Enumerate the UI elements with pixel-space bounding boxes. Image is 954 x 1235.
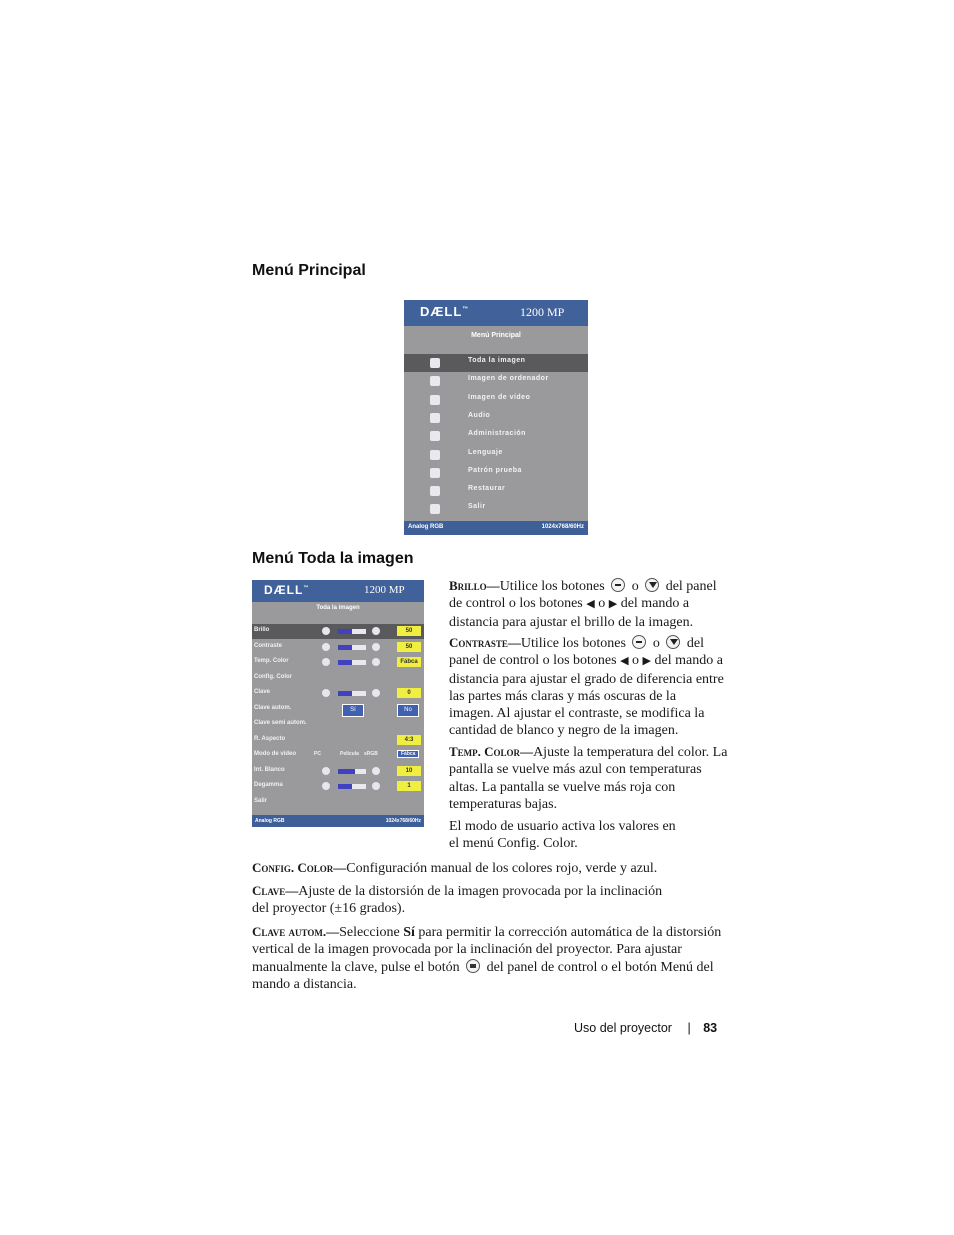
setting-slider-fill bbox=[338, 769, 355, 774]
whole-image-row-label: Temp. Color bbox=[254, 658, 289, 664]
main-menu-item-label: Patrón prueba bbox=[468, 466, 522, 474]
main-menu-item bbox=[404, 372, 588, 390]
setting-high-icon bbox=[372, 689, 380, 697]
text-span: del mando a distancia para ajustar el brillo de la imagen. bbox=[449, 596, 694, 630]
whole-image-row bbox=[252, 655, 424, 670]
text-span: o bbox=[598, 596, 606, 612]
dell-logo: DÆLL™ bbox=[420, 304, 470, 319]
setting-value: 10 bbox=[397, 766, 421, 776]
minus-button-icon bbox=[632, 635, 646, 649]
osd-header bbox=[252, 580, 424, 602]
setting-value: 50 bbox=[397, 626, 421, 636]
picture-icon bbox=[430, 358, 440, 368]
whole-image-row-label: Config. Color bbox=[254, 673, 292, 680]
term-brillo: Brillo— bbox=[449, 578, 500, 593]
main-menu-item bbox=[404, 500, 588, 518]
video-mode-option: sRGB bbox=[364, 751, 378, 757]
video-mode-option: PC bbox=[314, 751, 321, 757]
video-image-icon bbox=[430, 395, 440, 405]
whole-image-row bbox=[252, 795, 424, 810]
contraste-paragraph bbox=[449, 634, 724, 740]
plus-button-icon bbox=[645, 578, 659, 592]
main-menu-item-label: Imagen de ordenador bbox=[468, 375, 549, 383]
setting-high-icon bbox=[372, 658, 380, 666]
setting-low-icon bbox=[322, 689, 330, 697]
main-menu-osd bbox=[404, 300, 588, 535]
main-menu-item-label: Lenguaje bbox=[468, 448, 503, 456]
main-menu-item-label: Audio bbox=[468, 411, 491, 419]
heading-main-menu: Menú Principal bbox=[252, 262, 366, 279]
setting-slider-fill bbox=[338, 784, 352, 789]
whole-image-row-label: Int. Blanco bbox=[254, 766, 285, 773]
main-menu-item bbox=[404, 482, 588, 500]
text-bold-si: Sí bbox=[403, 925, 415, 940]
setting-value: 1 bbox=[397, 781, 421, 791]
text-span: del panel de control o los botones bbox=[449, 579, 717, 612]
setting-high-icon bbox=[372, 643, 380, 651]
speaker-icon bbox=[430, 413, 440, 423]
osd-footer-source: Analog RGB bbox=[255, 818, 285, 824]
whole-image-row-label: R. Aspecto bbox=[254, 735, 286, 742]
language-icon bbox=[430, 450, 440, 460]
main-menu-item bbox=[404, 427, 588, 445]
setting-slider-fill bbox=[338, 645, 352, 650]
setting-value: 50 bbox=[397, 642, 421, 652]
plus-button-icon bbox=[666, 635, 680, 649]
main-menu-item bbox=[404, 409, 588, 427]
reset-icon bbox=[430, 486, 440, 496]
setting-value: 4:3 bbox=[397, 735, 421, 745]
term-clave-autom: Clave autom.— bbox=[252, 924, 340, 939]
setting-slider bbox=[338, 629, 366, 634]
setting-slider bbox=[338, 769, 366, 774]
text-span: Utilice los botones bbox=[520, 636, 626, 651]
osd-footer-resolution: 1024x768/60Hz bbox=[541, 524, 584, 530]
text-span: o bbox=[652, 636, 660, 651]
main-menu-item-label: Toda la imagen bbox=[468, 357, 526, 364]
osd-footer-resolution: 1024x768/60Hz bbox=[385, 818, 421, 824]
left-arrow-icon: ◀ bbox=[620, 655, 629, 668]
whole-image-row bbox=[252, 624, 424, 639]
main-menu-item-label: Administración bbox=[468, 430, 526, 438]
osd-option-button: Sí bbox=[342, 704, 364, 717]
whole-image-row bbox=[252, 671, 424, 686]
setting-low-icon bbox=[322, 627, 330, 635]
whole-image-row bbox=[252, 733, 424, 748]
exit-icon bbox=[430, 504, 440, 514]
main-menu-item bbox=[404, 354, 588, 372]
text-span: Ajuste de la distorsión de la imagen provocada por la inclinación del proyector (±16 grados). bbox=[252, 884, 663, 917]
whole-image-row-label: Brillo bbox=[254, 627, 270, 633]
osd-model: 1200 MP bbox=[520, 305, 565, 319]
text-span: para permitir la corrección automática de la distorsión vertical de la imagen provocada por la inclinación del proyector. Para ajustar manualmente la clave, pulse el botón bbox=[252, 925, 722, 975]
osd-model: 1200 MP bbox=[364, 584, 405, 596]
brillo-paragraph bbox=[449, 577, 724, 631]
setting-low-icon bbox=[322, 658, 330, 666]
text-span: Utilice los botones bbox=[499, 579, 605, 594]
main-menu-item bbox=[404, 446, 588, 464]
setting-slider bbox=[338, 660, 366, 665]
text-span: del panel de control o el botón Menú del mando a distancia. bbox=[252, 959, 714, 992]
setting-high-icon bbox=[372, 627, 380, 635]
heading-whole-image: Menú Toda la imagen bbox=[252, 550, 414, 567]
setting-slider bbox=[338, 645, 366, 650]
setting-slider bbox=[338, 691, 366, 696]
main-menu-item-label: Restaurar bbox=[468, 485, 506, 493]
dell-logo: DÆLL™ bbox=[264, 583, 310, 597]
whole-image-row-label: Degamma bbox=[254, 782, 283, 788]
osd-option-button: No bbox=[397, 704, 419, 717]
right-arrow-icon: ▶ bbox=[608, 598, 618, 611]
text-span: del panel de control o los botones bbox=[449, 636, 705, 669]
osd-footer bbox=[252, 815, 424, 827]
video-mode-option: Película bbox=[340, 751, 359, 757]
footer-separator: | bbox=[687, 1021, 691, 1035]
right-arrow-icon: ▶ bbox=[642, 655, 652, 668]
whole-image-row bbox=[252, 764, 424, 779]
setting-value: Fábca bbox=[397, 657, 421, 667]
setting-slider bbox=[338, 784, 366, 789]
whole-image-row bbox=[252, 717, 424, 732]
main-menu-item bbox=[404, 464, 588, 482]
whole-image-row bbox=[252, 686, 424, 701]
setting-low-icon bbox=[322, 767, 330, 775]
footer-section-title: Uso del proyector bbox=[574, 1021, 672, 1035]
temp-color-paragraph bbox=[449, 743, 731, 813]
clave-paragraph bbox=[252, 882, 677, 918]
config-color-paragraph bbox=[252, 859, 732, 877]
clave-autom-paragraph bbox=[252, 923, 728, 993]
osd-menu-title: Menú Principal bbox=[471, 332, 521, 339]
text-span: o bbox=[632, 653, 640, 669]
text-span: del mando a distancia para ajustar el grado de diferencia entre las partes más claras y más oscuras de la imagen. Al ajustar el contraste, se modifica la cantidad de blanco y negro de la imagen. bbox=[449, 653, 724, 739]
setting-slider-fill bbox=[338, 629, 352, 634]
text-span: El modo de usuario activa los valores en el menú Config. Color. bbox=[449, 819, 676, 852]
whole-image-row-label: Modo de vídeo bbox=[254, 751, 296, 757]
page-number: 83 bbox=[703, 1021, 718, 1035]
setting-low-icon bbox=[322, 643, 330, 651]
term-temp-color: Temp. Color— bbox=[449, 744, 534, 759]
whole-image-row bbox=[252, 640, 424, 655]
minus-button-icon bbox=[611, 578, 625, 592]
osd-menu-title: Toda la imagen bbox=[316, 605, 360, 611]
term-config-color: Config. Color— bbox=[252, 860, 347, 875]
term-clave: Clave— bbox=[252, 883, 299, 898]
whole-image-row-label: Clave semi autom. bbox=[254, 720, 307, 726]
osd-header bbox=[404, 300, 588, 326]
computer-image-icon bbox=[430, 376, 440, 386]
management-icon bbox=[430, 431, 440, 441]
osd-footer-source: Analog RGB bbox=[408, 524, 444, 530]
main-menu-item-label: Imagen de vídeo bbox=[468, 393, 531, 401]
whole-image-osd bbox=[252, 580, 424, 827]
whole-image-row-label: Clave autom. bbox=[254, 704, 292, 711]
setting-slider-fill bbox=[338, 691, 352, 696]
text-span: o bbox=[631, 579, 639, 594]
test-pattern-icon bbox=[430, 468, 440, 478]
text-span: Seleccione bbox=[339, 925, 400, 940]
term-contraste: Contraste— bbox=[449, 635, 521, 650]
video-mode-option: Fábca bbox=[397, 750, 419, 758]
whole-image-row bbox=[252, 779, 424, 794]
user-mode-paragraph bbox=[449, 818, 689, 853]
menu-button-icon bbox=[466, 959, 480, 973]
whole-image-row-label: Clave bbox=[254, 689, 271, 695]
text-span: Configuración manual de los colores rojo, verde y azul. bbox=[346, 861, 658, 876]
setting-value: 0 bbox=[397, 688, 421, 698]
whole-image-row-label: Contraste bbox=[254, 642, 283, 649]
setting-low-icon bbox=[322, 782, 330, 790]
setting-high-icon bbox=[372, 782, 380, 790]
main-menu-item bbox=[404, 391, 588, 409]
text-span: Ajuste la temperatura del color. La pantalla se vuelve más azul con temperaturas altas. La pantalla se vuelve más roja con temperaturas bajas. bbox=[449, 745, 728, 812]
setting-slider-fill bbox=[338, 660, 352, 665]
whole-image-row bbox=[252, 702, 424, 717]
left-arrow-icon: ◀ bbox=[586, 598, 595, 611]
osd-footer bbox=[404, 521, 588, 535]
whole-image-row bbox=[252, 748, 424, 763]
setting-high-icon bbox=[372, 767, 380, 775]
whole-image-row-label: Salir bbox=[254, 797, 268, 804]
page-footer bbox=[574, 1021, 717, 1035]
main-menu-item-label: Salir bbox=[468, 503, 486, 511]
